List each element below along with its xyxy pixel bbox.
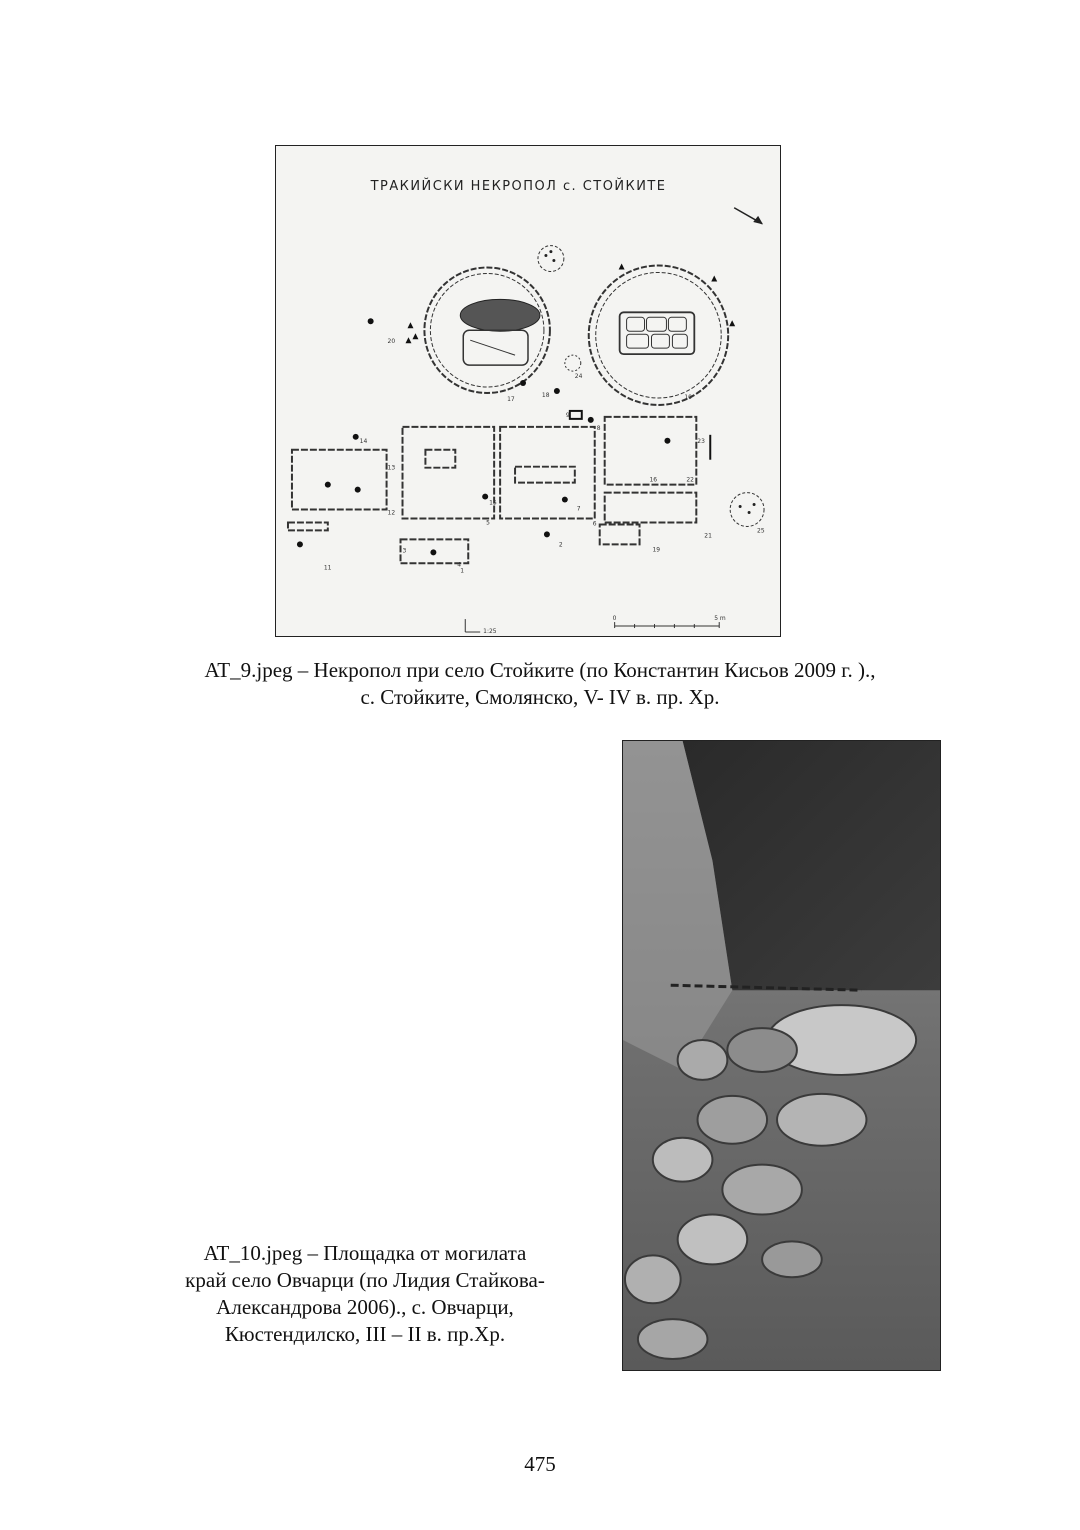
page-number: 475 — [524, 1452, 556, 1476]
svg-text:5: 5 — [486, 519, 490, 527]
svg-text:21: 21 — [704, 532, 712, 540]
caption1-line1: AT_9.jpeg – Некропол при село Стойките (по Константин Кисьов 2009 г. )., — [204, 658, 876, 682]
svg-text:9: 9 — [565, 411, 570, 419]
caption1-line2: с. Стойките, Смолянско, V- IV в. пр. Хр. — [360, 685, 720, 709]
necropolis-plan-figure — [275, 145, 781, 637]
grave-number-labels — [324, 338, 765, 574]
map-title: ТРАКИЙСКИ НЕКРОПОЛ с. СТОЙКИТЕ — [370, 178, 667, 194]
svg-text:2: 2 — [558, 541, 563, 549]
svg-text:10: 10 — [684, 393, 692, 401]
svg-text:4: 4 — [457, 561, 462, 569]
mound-photo-figure — [622, 740, 941, 1371]
caption2-line4: Кюстендилско, III – II в. пр.Хр. — [224, 1322, 506, 1346]
svg-text:1: 1 — [460, 567, 465, 575]
north-arrow-icon — [734, 208, 762, 224]
svg-text:22: 22 — [686, 476, 694, 484]
svg-text:11: 11 — [323, 564, 332, 572]
caption2-line3: Александрова 2006)., с. Овчарци, — [216, 1295, 514, 1319]
svg-text:16: 16 — [649, 476, 658, 484]
mound-photo — [623, 741, 940, 1370]
grave-enclosures — [288, 417, 696, 563]
burial-mound-right — [589, 266, 728, 405]
figure1-caption — [100, 657, 980, 711]
svg-text:15: 15 — [489, 499, 497, 507]
svg-text:17: 17 — [507, 395, 515, 403]
svg-text:12: 12 — [387, 509, 396, 517]
svg-text:7: 7 — [576, 505, 581, 513]
svg-text:14: 14 — [359, 437, 368, 445]
scale-ratio-label: 1:25 — [483, 628, 497, 636]
svg-text:23: 23 — [697, 437, 705, 445]
scale-bar — [465, 619, 719, 632]
svg-text:6: 6 — [592, 520, 597, 528]
svg-text:13: 13 — [387, 464, 396, 472]
figure2-caption — [130, 1240, 600, 1348]
svg-text:19: 19 — [652, 546, 661, 554]
burial-mound-left — [424, 268, 549, 393]
caption2-line1: AT_10.jpeg – Площадка от могилата — [203, 1241, 527, 1265]
svg-text:20: 20 — [387, 338, 396, 346]
scale-end-label: 5 m — [714, 615, 726, 623]
caption2-line2: край село Овчарци (по Лидия Стайкова- — [185, 1268, 545, 1292]
necropolis-plan-drawing — [276, 146, 780, 636]
svg-text:8: 8 — [596, 424, 601, 432]
scale-start-label: 0 — [612, 615, 617, 623]
svg-text:24: 24 — [574, 373, 583, 381]
small-pit-circles — [538, 246, 764, 527]
svg-text:18: 18 — [541, 391, 550, 399]
svg-text:3: 3 — [402, 547, 407, 555]
svg-text:25: 25 — [757, 527, 765, 535]
